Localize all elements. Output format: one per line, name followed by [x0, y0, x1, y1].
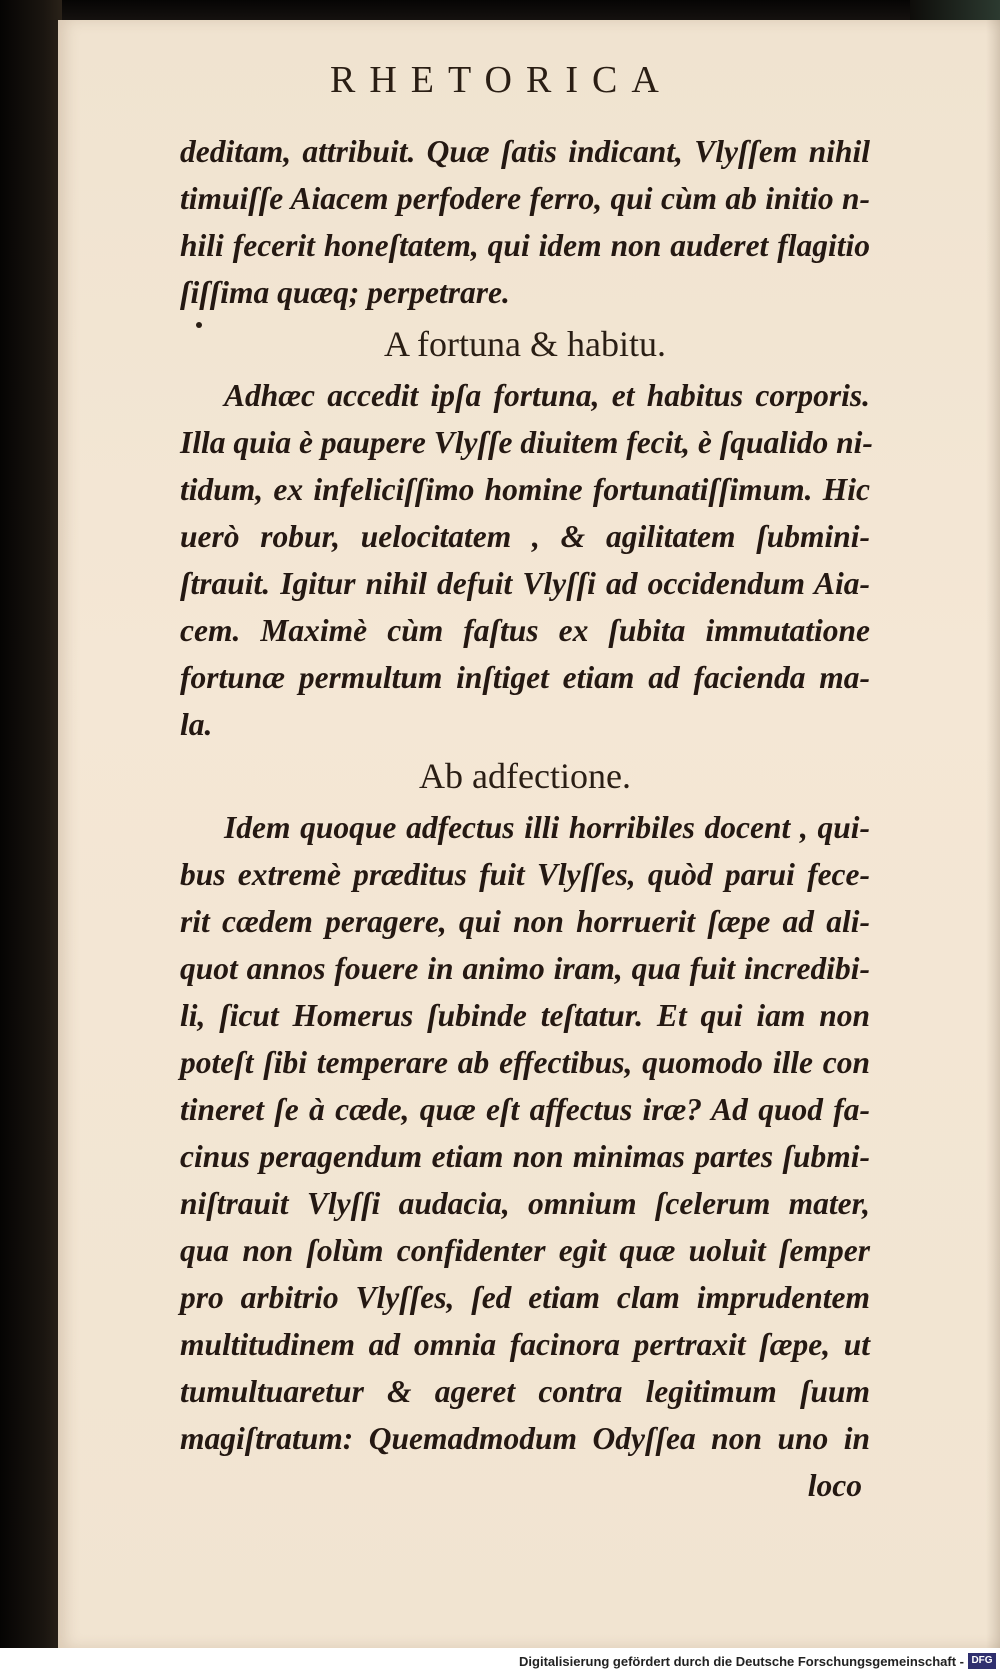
text-line: tineret ſe à cæde, quæ eſt affectus iræ? Ad quod fa- — [180, 1092, 870, 1127]
text-line: niſtrauit Vlyſſi audacia, omnium ſcelerum mater, — [180, 1186, 870, 1221]
text-line: Adhæc accedit ipſa fortuna, et habitus corporis. — [224, 378, 870, 413]
text-line: bus extremè præditus fuit Vlyſſes, quòd parui fece- — [180, 857, 870, 892]
text-line: quot annos fouere in animo iram, qua fuit incredibi- — [180, 951, 870, 986]
catchword: loco — [807, 1468, 862, 1503]
text-line: la. — [180, 707, 213, 742]
text-line: magiſtratum: Quemadmodum Odyſſea non uno in — [180, 1421, 870, 1456]
text-line: rit cædem peragere, qui non horruerit ſæpe ad ali- — [180, 904, 870, 939]
text-line: tidum, ex infeliciſſimo homine fortunatiſſimum. Hic — [180, 472, 870, 507]
text-line: tumultuaretur & ageret contra legitimum ſuum — [180, 1374, 870, 1409]
book-cover-corner — [910, 0, 1000, 22]
text-line: Illa quia è paupere Vlyſſe diuitem fecit, è ſqualido ni- — [180, 425, 873, 460]
text-line: Idem quoque adfectus illi horribiles docent , qui- — [224, 810, 870, 845]
text-line: ſiſſima quæq; perpetrare. — [180, 275, 510, 310]
text-line: multitudinem ad omnia facinora pertraxit ſæpe, ut — [180, 1327, 870, 1362]
text-line: li, ſicut Homerus ſubinde teſtatur. Et qui iam non — [180, 998, 870, 1033]
text-line: poteſt ſibi temperare ab effectibus, quomodo ille con — [180, 1045, 870, 1080]
text-line: timuiſſe Aiacem perfodere ferro, qui cùm ab initio n- — [180, 181, 870, 216]
text-line: cem. Maximè cùm faſtus ex ſubita immutatione — [180, 613, 870, 648]
section-heading-fortuna: A fortuna & habitu. — [384, 324, 666, 364]
page-shadow — [986, 20, 1000, 1648]
text-line: deditam, attribuit. Quæ ſatis indicant, Vlyſſem nihil — [180, 134, 870, 169]
section-heading-adfectione: Ab adfectione. — [419, 756, 631, 796]
text-line: cinus peragendum etiam non minimas partes ſubmi- — [180, 1139, 870, 1174]
book-top-edge — [62, 0, 1000, 22]
running-head: RHETORICA — [330, 59, 673, 101]
text-line: fortunæ permultum inſtiget etiam ad facienda ma- — [180, 660, 870, 695]
text-line: uerò robur, uelocitatem , & agilitatem ſubmini- — [180, 519, 870, 554]
text-line: qua non ſolùm confidenter egit quæ uoluit ſemper — [180, 1233, 870, 1268]
book-binding-edge — [0, 0, 62, 1648]
text-block — [180, 128, 873, 1509]
dfg-logo: DFG — [968, 1653, 996, 1669]
text-line: ſtrauit. Igitur nihil defuit Vlyſſi ad occidendum Aia- — [180, 566, 870, 601]
text-line: pro arbitrio Vlyſſes, ſed etiam clam imprudentem — [180, 1280, 870, 1315]
footer-bar — [0, 1648, 1000, 1676]
text-line: hili fecerit honeſtatem, qui idem non auderet flagitio — [180, 228, 870, 263]
footer-credit: Digitalisierung gefördert durch die Deutsche Forschungsgemeinschaft - — [519, 1654, 964, 1669]
